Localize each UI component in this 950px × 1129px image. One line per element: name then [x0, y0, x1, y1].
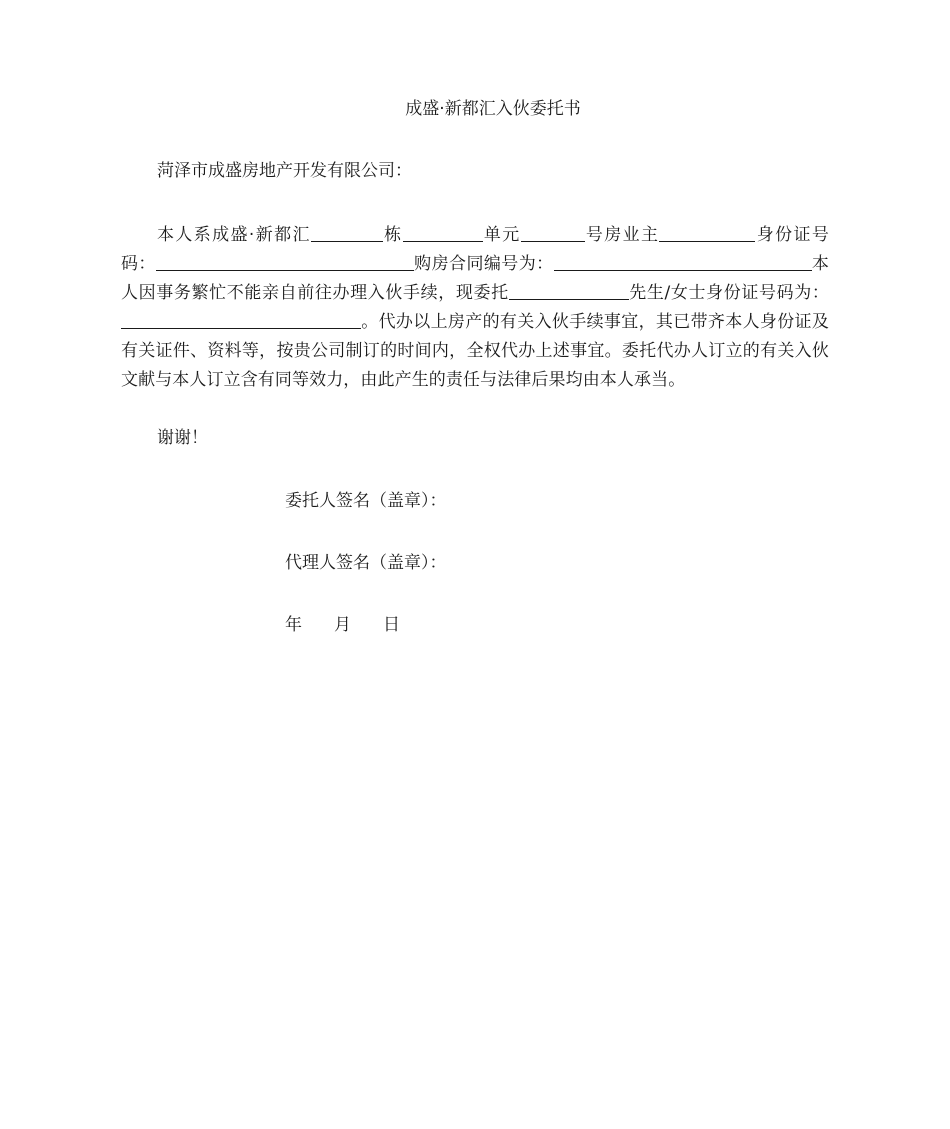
date-line — [285, 613, 400, 637]
owner-name-blank[interactable] — [659, 224, 755, 242]
principal-signature-label: 委托人签名（盖章）： — [285, 491, 447, 511]
date-month: 月 — [334, 615, 351, 635]
date-year: 年 — [285, 615, 302, 635]
body-text-5: 身份证号码： — [121, 225, 829, 274]
body-text-2: 栋 — [382, 225, 403, 245]
date-day: 日 — [383, 615, 400, 635]
agent-id-blank[interactable] — [121, 311, 361, 329]
salutation: 菏泽市成盛房地产开发有限公司： — [157, 161, 412, 181]
body-text-1: 本人系成盛·新都汇 — [157, 225, 311, 245]
body-text-3: 单元 — [482, 225, 521, 245]
body-paragraph — [121, 221, 829, 395]
owner-id-blank[interactable] — [156, 253, 414, 271]
body-text-6: 购房合同编号为： — [413, 254, 554, 274]
contract-number-blank[interactable] — [554, 253, 812, 271]
building-blank[interactable] — [311, 224, 383, 242]
unit-blank[interactable] — [403, 224, 483, 242]
body-text-4: 号房业主 — [584, 225, 660, 245]
body-text-7: 本人因事务繁忙不能亲自前往办理入伙手续，现委托 — [121, 254, 830, 303]
agent-signature-label: 代理人签名（盖章）： — [285, 553, 447, 573]
document-title: 成盛·新都汇入伙委托书 — [405, 99, 581, 119]
room-blank[interactable] — [521, 224, 585, 242]
body-text-9: 。代办以上房产的有关入伙手续事宜，其已带齐本人身份证及有关证件、资料等，按贵公司制订的时间内，全权代办上述事宜。委托代办人订立的有关入伙文献与本人订立含有同等效力，由此产生的责任与法律后果均由本人承当。 — [121, 312, 829, 390]
thanks-text: 谢谢！ — [157, 428, 208, 448]
agent-name-blank[interactable] — [509, 282, 629, 300]
body-text-8: 先生/女士身份证号码为： — [628, 283, 829, 303]
